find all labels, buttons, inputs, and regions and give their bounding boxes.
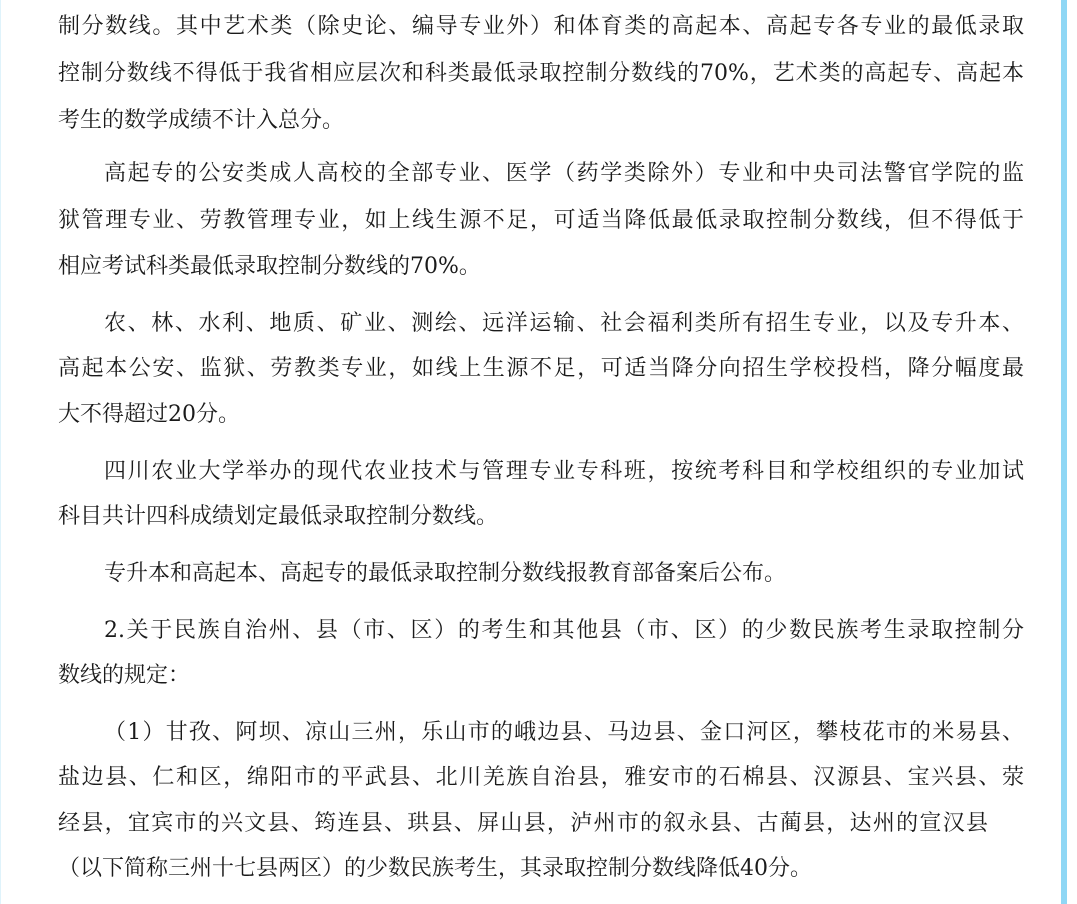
text-line: 农、林、水利、地质、矿业、测绘、远洋运输、社会福利类所有招生专业，以及专升本、 [104,311,1024,336]
text-line: 经县，宜宾市的兴文县、筠连县、珙县、屏山县，泸州市的叙永县、古蔺县，达州的宣汉县 [58,811,988,836]
text-line: 大不得超过20分。 [58,402,240,427]
text-line: 控制分数线不得低于我省相应层次和科类最低录取控制分数线的70%，艺术类的高起专、高起本 [58,61,1024,86]
text-line: 考生的数学成绩不计入总分。 [58,108,345,133]
text-line: （以下简称三州十七县两区）的少数民族考生，其录取控制分数线降低40分。 [58,856,812,881]
text-line: 盐边县、仁和区，绵阳市的平武县、北川羌族自治县，雅安市的石棉县、汉源县、宝兴县、荥 [58,765,1024,790]
text-line: 制分数线。其中艺术类（除史论、编导专业外）和体育类的高起本、高起专各专业的最低录取 [58,14,1024,39]
text-line: 数线的规定： [58,663,191,688]
text-line: 四川农业大学举办的现代农业技术与管理专业专科班，按统考科目和学校组织的专业加试 [104,459,1024,484]
text-line: 2.关于民族自治州、县（市、区）的考生和其他县（市、区）的少数民族考生录取控制分 [104,618,1024,643]
text-line: 狱管理专业、劳教管理专业，如上线生源不足，可适当降低最低录取控制分数线，但不得低于 [58,208,1024,233]
text-line: 科目共计四科成绩划定最低录取控制分数线。 [58,504,499,529]
text-line: （1）甘孜、阿坝、凉山三州，乐山市的峨边县、马边县、金口河区，攀枝花市的米易县、 [104,720,1024,745]
text-line: 高起专的公安类成人高校的全部专业、医学（药学类除外）专业和中央司法警官学院的监 [104,161,1024,186]
text-line: 相应考试科类最低录取控制分数线的70%。 [58,254,481,279]
text-line: 专升本和高起本、高起专的最低录取控制分数线报教育部备案后公布。 [104,561,787,586]
text-line: 高起本公安、监狱、劳教类专业，如线上生源不足，可适当降分向招生学校投档，降分幅度最 [58,356,1024,381]
